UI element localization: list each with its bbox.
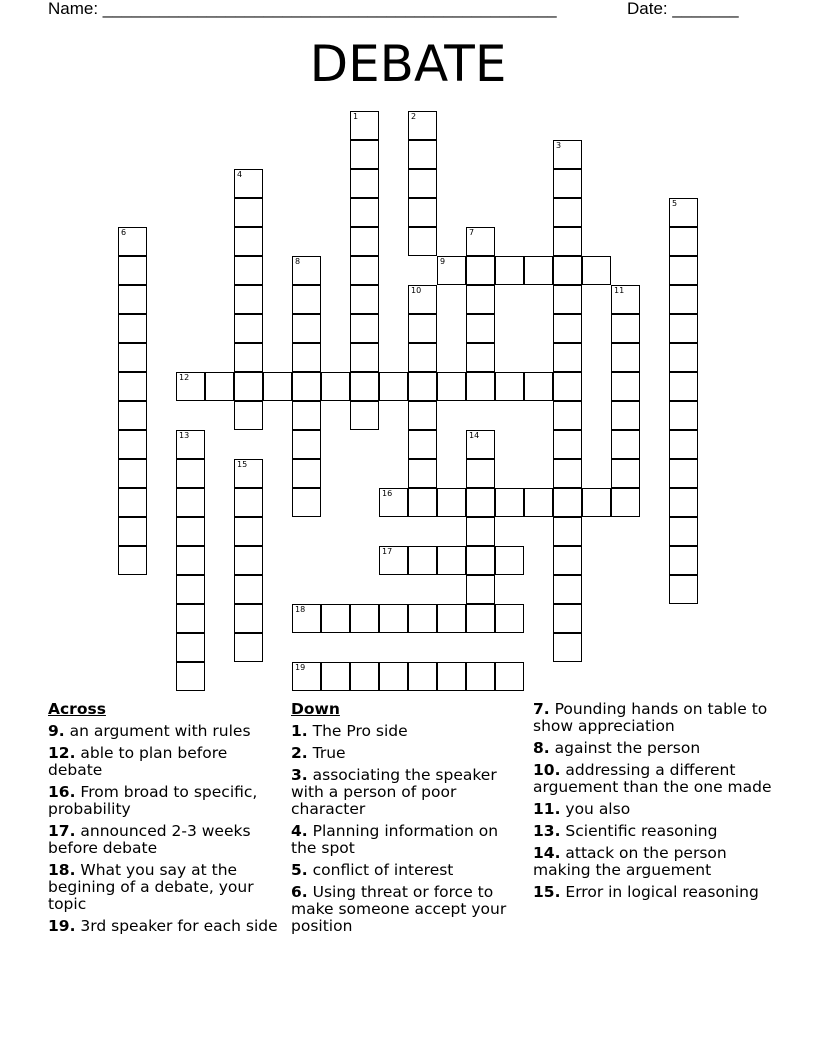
grid-cell-number: 1 (353, 112, 359, 121)
grid-cell[interactable] (495, 662, 524, 691)
grid-cell[interactable] (292, 488, 321, 517)
grid-cell[interactable] (466, 314, 495, 343)
grid-cell[interactable] (118, 401, 147, 430)
grid-cell[interactable] (321, 604, 350, 633)
grid-cell[interactable] (495, 546, 524, 575)
grid-cell[interactable] (118, 227, 147, 256)
grid-cell-number: 11 (614, 286, 625, 295)
clue-across-16: 16. From broad to specific, probability (48, 783, 258, 818)
grid-cell[interactable] (408, 459, 437, 488)
grid-cell[interactable] (495, 604, 524, 633)
clue-down-1: 1. The Pro side (291, 722, 408, 740)
grid-cell[interactable] (408, 198, 437, 227)
grid-cell[interactable] (669, 372, 698, 401)
grid-cell[interactable] (553, 604, 582, 633)
grid-cell[interactable] (350, 662, 379, 691)
clue-across-18: 18. What you say at the begining of a debate, your topic (48, 861, 254, 913)
grid-cell[interactable] (292, 430, 321, 459)
grid-cell[interactable] (466, 285, 495, 314)
grid-cell[interactable] (176, 488, 205, 517)
grid-cell[interactable] (176, 372, 205, 401)
grid-cell[interactable] (466, 459, 495, 488)
grid-cell[interactable] (437, 546, 466, 575)
grid-cell[interactable] (118, 372, 147, 401)
grid-cell[interactable] (611, 372, 640, 401)
puzzle-title: DEBATE (309, 35, 507, 93)
grid-cell[interactable] (408, 604, 437, 633)
grid-cell[interactable] (408, 430, 437, 459)
grid-cell[interactable] (466, 488, 495, 517)
grid-cell[interactable] (118, 256, 147, 285)
grid-cell-number: 15 (237, 460, 248, 469)
grid-cell[interactable] (350, 256, 379, 285)
clue-down-2: 2. True (291, 744, 346, 762)
grid-cell[interactable] (350, 604, 379, 633)
grid-cell[interactable] (379, 662, 408, 691)
grid-cell[interactable] (408, 488, 437, 517)
grid-cell[interactable] (350, 285, 379, 314)
grid-cell[interactable] (669, 314, 698, 343)
grid-cell[interactable] (611, 285, 640, 314)
date-field-line: Date: _______ (627, 0, 739, 18)
grid-cell[interactable] (553, 546, 582, 575)
grid-cell[interactable] (466, 227, 495, 256)
grid-cell[interactable] (495, 488, 524, 517)
grid-cell[interactable] (408, 314, 437, 343)
grid-cell[interactable] (408, 227, 437, 256)
grid-cell[interactable] (234, 459, 263, 488)
grid-cell[interactable] (466, 517, 495, 546)
grid-cell[interactable] (553, 430, 582, 459)
grid-cell[interactable] (234, 285, 263, 314)
grid-cell[interactable] (176, 517, 205, 546)
grid-cell[interactable] (553, 314, 582, 343)
grid-cell[interactable] (466, 604, 495, 633)
grid-cell[interactable] (553, 633, 582, 662)
grid-cell[interactable] (553, 488, 582, 517)
grid-cell[interactable] (553, 401, 582, 430)
clue-across-19: 19. 3rd speaker for each side (48, 917, 278, 935)
grid-cell[interactable] (234, 169, 263, 198)
grid-cell[interactable] (234, 604, 263, 633)
grid-cell[interactable] (611, 401, 640, 430)
grid-cell[interactable] (118, 546, 147, 575)
clue-across-17: 17. announced 2-3 weeks before debate (48, 822, 251, 857)
grid-cell-number: 18 (295, 605, 306, 614)
grid-cell[interactable] (292, 285, 321, 314)
grid-cell[interactable] (553, 256, 582, 285)
grid-cell[interactable] (437, 372, 466, 401)
grid-cell[interactable] (553, 575, 582, 604)
grid-cell[interactable] (437, 256, 466, 285)
name-field-line: Name: ________________________________________________ (48, 0, 557, 18)
grid-cell[interactable] (669, 343, 698, 372)
grid-cell[interactable] (292, 343, 321, 372)
clue-down-7: 7. Pounding hands on table to show appreciation (533, 700, 768, 735)
grid-cell[interactable] (292, 256, 321, 285)
grid-cell[interactable] (437, 604, 466, 633)
grid-cell[interactable] (292, 401, 321, 430)
grid-cell[interactable] (234, 372, 263, 401)
clue-down-6: 6. Using threat or force to make someone accept your position (291, 883, 507, 935)
clue-down-13: 13. Scientific reasoning (533, 822, 718, 840)
grid-cell[interactable] (118, 430, 147, 459)
grid-cell[interactable] (234, 517, 263, 546)
grid-cell[interactable] (292, 314, 321, 343)
grid-cell-number: 12 (179, 373, 190, 382)
grid-cell[interactable] (669, 546, 698, 575)
grid-cell[interactable] (118, 314, 147, 343)
across-clues-column (48, 701, 278, 940)
grid-cell[interactable] (176, 662, 205, 691)
clue-down-5: 5. conflict of interest (291, 861, 454, 879)
grid-cell[interactable] (118, 343, 147, 372)
grid-cell[interactable] (350, 343, 379, 372)
grid-cell[interactable] (669, 285, 698, 314)
clue-down-15: 15. Error in logical reasoning (533, 883, 759, 901)
grid-cell[interactable] (350, 111, 379, 140)
grid-cell[interactable] (553, 227, 582, 256)
grid-cell[interactable] (205, 372, 234, 401)
grid-cell[interactable] (553, 140, 582, 169)
grid-cell[interactable] (118, 517, 147, 546)
grid-cell[interactable] (408, 546, 437, 575)
grid-cell[interactable] (437, 662, 466, 691)
grid-cell-number: 2 (411, 112, 417, 121)
grid-cell[interactable] (524, 372, 553, 401)
grid-cell[interactable] (408, 169, 437, 198)
grid-cell-number: 9 (440, 257, 446, 266)
grid-cell[interactable] (234, 343, 263, 372)
grid-cell-number: 4 (237, 170, 243, 179)
grid-cell[interactable] (234, 198, 263, 227)
grid-cell-number: 10 (411, 286, 422, 295)
clue-down-14: 14. attack on the person making the arguement (533, 844, 727, 879)
grid-cell-number: 6 (121, 228, 127, 237)
grid-cell[interactable] (553, 198, 582, 227)
grid-cell[interactable] (466, 343, 495, 372)
grid-cell[interactable] (408, 662, 437, 691)
grid-cell[interactable] (292, 662, 321, 691)
grid-cell[interactable] (350, 140, 379, 169)
grid-cell[interactable] (466, 256, 495, 285)
grid-cell[interactable] (379, 488, 408, 517)
grid-cell[interactable] (379, 372, 408, 401)
clue-down-10: 10. addressing a different arguement than the one made (533, 761, 772, 796)
grid-cell[interactable] (234, 575, 263, 604)
grid-cell[interactable] (176, 459, 205, 488)
grid-cell[interactable] (350, 198, 379, 227)
clue-down-4: 4. Planning information on the spot (291, 822, 499, 857)
grid-cell[interactable] (669, 227, 698, 256)
grid-cell[interactable] (176, 430, 205, 459)
grid-cell[interactable] (350, 227, 379, 256)
grid-cell[interactable] (408, 343, 437, 372)
grid-cell-number: 14 (469, 431, 480, 440)
grid-cell[interactable] (553, 517, 582, 546)
grid-cell[interactable] (118, 459, 147, 488)
grid-cell[interactable] (437, 488, 466, 517)
grid-cell[interactable] (553, 285, 582, 314)
grid-cell[interactable] (292, 459, 321, 488)
clue-across-9: 9. an argument with rules (48, 722, 251, 740)
grid-cell[interactable] (379, 546, 408, 575)
grid-cell[interactable] (234, 401, 263, 430)
grid-cell-number: 8 (295, 257, 301, 266)
grid-cell[interactable] (553, 459, 582, 488)
grid-cell[interactable] (176, 633, 205, 662)
grid-cell[interactable] (611, 430, 640, 459)
grid-cell[interactable] (176, 604, 205, 633)
down-clues-column (291, 701, 523, 940)
grid-cell[interactable] (408, 401, 437, 430)
grid-cell-number: 19 (295, 663, 306, 672)
grid-cell[interactable] (669, 488, 698, 517)
grid-cell[interactable] (495, 372, 524, 401)
grid-cell[interactable] (466, 575, 495, 604)
grid-cell[interactable] (350, 401, 379, 430)
down-heading: Down (291, 700, 340, 718)
grid-cell[interactable] (234, 314, 263, 343)
grid-cell[interactable] (669, 459, 698, 488)
grid-cell[interactable] (234, 256, 263, 285)
grid-cell[interactable] (350, 372, 379, 401)
grid-cell[interactable] (669, 517, 698, 546)
grid-cell[interactable] (292, 372, 321, 401)
grid-cell[interactable] (408, 140, 437, 169)
grid-cell[interactable] (408, 372, 437, 401)
grid-cell[interactable] (321, 662, 350, 691)
grid-cell[interactable] (408, 111, 437, 140)
grid-cell[interactable] (466, 430, 495, 459)
grid-cell[interactable] (234, 488, 263, 517)
grid-cell[interactable] (466, 662, 495, 691)
grid-cell[interactable] (234, 546, 263, 575)
grid-cell[interactable] (553, 343, 582, 372)
grid-cell[interactable] (118, 488, 147, 517)
grid-cell[interactable] (408, 285, 437, 314)
grid-cell[interactable] (669, 430, 698, 459)
grid-cell[interactable] (611, 343, 640, 372)
grid-cell[interactable] (466, 546, 495, 575)
grid-cell[interactable] (582, 488, 611, 517)
grid-cell[interactable] (495, 256, 524, 285)
grid-cell[interactable] (582, 256, 611, 285)
grid-cell-number: 17 (382, 547, 393, 556)
grid-cell-number: 3 (556, 141, 562, 150)
grid-cell[interactable] (118, 285, 147, 314)
grid-cell[interactable] (263, 372, 292, 401)
grid-cell-number: 13 (179, 431, 190, 440)
grid-cell[interactable] (350, 314, 379, 343)
grid-cell[interactable] (553, 372, 582, 401)
grid-cell[interactable] (611, 459, 640, 488)
across-heading: Across (48, 700, 106, 718)
grid-cell[interactable] (553, 169, 582, 198)
grid-cell[interactable] (176, 575, 205, 604)
clue-across-12: 12. able to plan before debate (48, 744, 228, 779)
grid-cell[interactable] (350, 169, 379, 198)
grid-cell[interactable] (176, 546, 205, 575)
clue-down-3: 3. associating the speaker with a person of poor character (291, 766, 497, 818)
grid-cell-number: 5 (672, 199, 678, 208)
grid-cell[interactable] (669, 198, 698, 227)
grid-cell-number: 16 (382, 489, 393, 498)
grid-cell[interactable] (611, 488, 640, 517)
grid-cell[interactable] (234, 227, 263, 256)
grid-cell-number: 7 (469, 228, 475, 237)
clue-down-8: 8. against the person (533, 739, 701, 757)
grid-cell[interactable] (611, 314, 640, 343)
clue-down-11: 11. you also (533, 800, 631, 818)
grid-cell[interactable] (292, 604, 321, 633)
grid-cell[interactable] (466, 372, 495, 401)
grid-cell[interactable] (669, 575, 698, 604)
grid-cell[interactable] (321, 372, 350, 401)
grid-cell[interactable] (669, 401, 698, 430)
grid-cell[interactable] (234, 633, 263, 662)
grid-cell[interactable] (379, 604, 408, 633)
grid-cell[interactable] (669, 256, 698, 285)
down-clues-column-continued (533, 701, 773, 906)
grid-cell[interactable] (524, 488, 553, 517)
grid-cell[interactable] (524, 256, 553, 285)
